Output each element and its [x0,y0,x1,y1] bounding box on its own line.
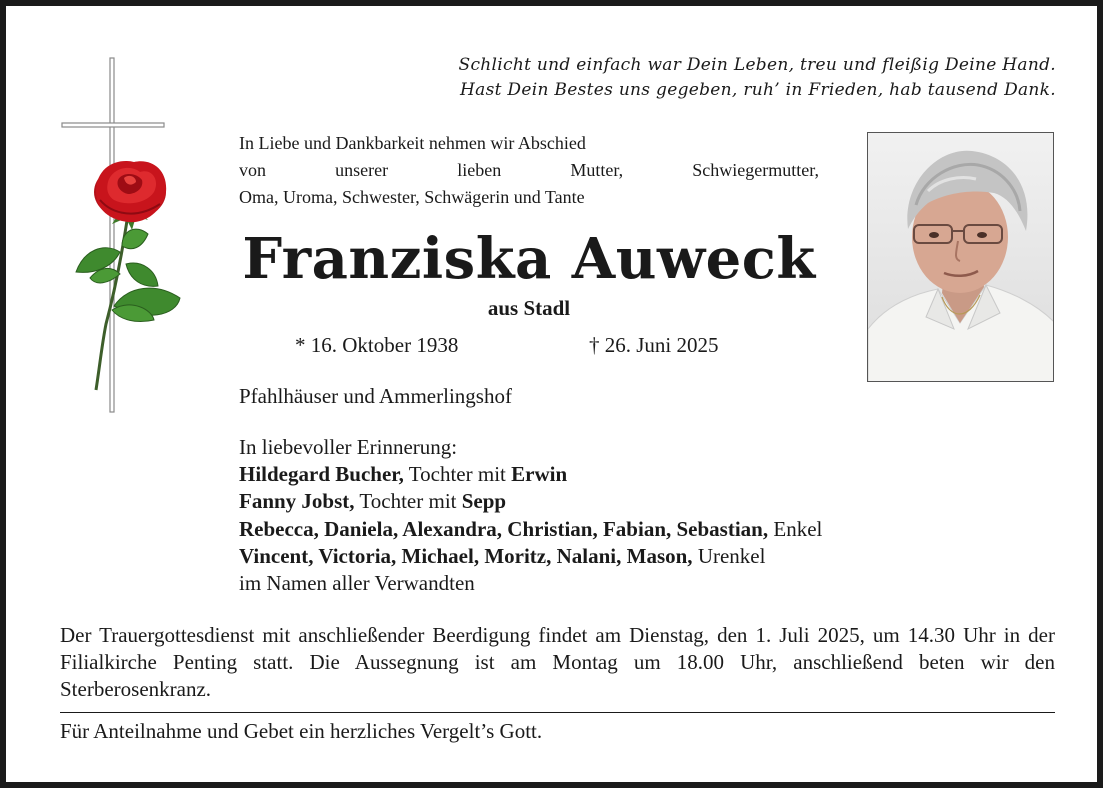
mourner-relation: Urenkel [692,543,766,568]
mourner-relation: Tochter mit [354,489,462,514]
divider [60,712,1055,713]
mourner-names: Rebecca, Daniela, Alexandra, Christian, Fabian, Sebastian, [239,516,769,541]
death-date: † 26. Juni 2025 [589,333,719,357]
thanks-text: Für Anteilnahme und Gebet ein herzliches Vergelt’s Gott. [60,719,543,743]
mourner-names: Vincent, Victoria, Michael, Moritz, Nalani, Mason, [239,543,693,568]
birth-date: * 16. Oktober 1938 [295,333,459,357]
mourner-partner: Sepp [461,489,507,514]
mourner-partner: Erwin [511,462,568,487]
memory-heading: In liebevoller Erinnerung: [239,435,458,459]
intro-line-1: In Liebe und Dankbarkeit nehmen wir Abschied [239,133,586,153]
mourner-relation: Tochter mit [403,462,512,487]
poem-line-1: Schlicht und einfach war Dein Leben, treu und fleißig Deine Hand. [458,55,1056,75]
poem-line-2: Hast Dein Bestes uns gegeben, ruh’ in Frieden, hab tausend Dank. [460,80,1056,100]
deceased-name: Franziska Auweck [242,226,816,292]
mourner-names: Fanny Jobst, [239,489,355,514]
place-text: Pfahlhäuser und Ammerlingshof [239,384,512,408]
intro-line-3: Oma, Uroma, Schwester, Schwägerin und Tante [239,187,585,207]
portrait-photo [867,132,1054,382]
memory-closing: im Namen aller Verwandten [239,571,475,596]
mourner-relation: Enkel [768,516,823,541]
mourners-list [239,434,822,597]
mourner-row [239,516,822,543]
mourner-row [239,543,822,570]
mourner-row [239,488,822,515]
mourner-row [239,461,822,488]
cross-with-rose-icon [56,54,196,416]
poem [236,53,1056,103]
portrait-image [868,133,1054,382]
service-info: Der Trauergottesdienst mit anschließender Beerdigung findet am Dienstag, den 1. Juli 2025, um 14.30 Uhr in der Filialkirche Penting statt. Die Aussegnung ist am Montag um 18.00 Uhr, anschließend beten wir den Sterberosenkranz. [60,623,1055,701]
deceased-origin: aus Stadl [487,296,571,320]
intro-text [239,130,819,211]
mourner-names: Hildegard Bucher, [239,462,404,487]
intro-line-2: von unserer lieben Mutter, Schwiegermutter, [239,160,819,180]
